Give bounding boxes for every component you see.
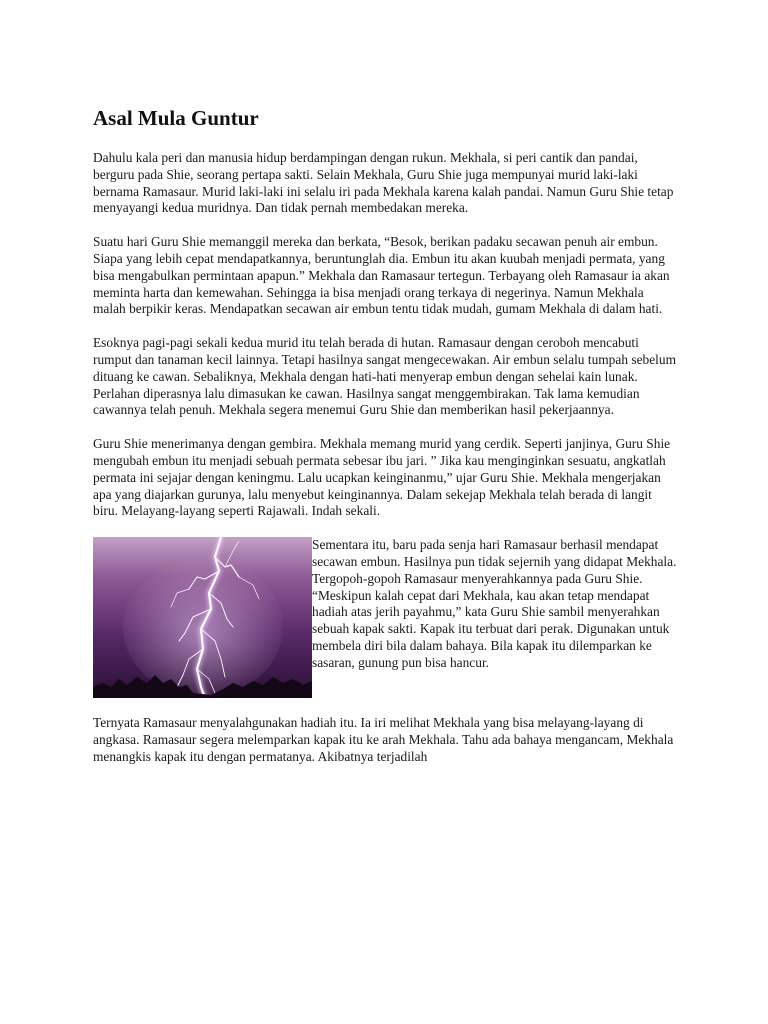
paragraph: Guru Shie menerimanya dengan gembira. Mekhala memang murid yang cerdik. Seperti janjinya, Guru Shie mengubah embun itu menjadi sebuah permata sebesar ibu jari. ” Jika kau menginginkan sesuatu, angkatlah permata ini sejajar dengan keningmu. Lalu ucapkan keinginanmu,” ujar Guru Shie. Mekhala mengerjakan apa yang diajarkan gurunya, lalu menyebut keinginannya. Dalam sekejap Mekhala telah berada di langit biru. Melayang-layang seperti Rajawali. Indah sekali. bbox=[93, 436, 671, 519]
figure-paragraph bbox=[93, 537, 679, 671]
lightning-image bbox=[93, 537, 312, 698]
paragraph: Dahulu kala peri dan manusia hidup berdampingan dengan rukun. Mekhala, si peri cantik dan pandai, berguru pada Shie, seorang pertapa sakti. Selain Mekhala, Guru Shie juga mempunyai murid laki-laki bernama Ramasaur. Murid laki-laki ini selalu iri pada Mekhala karena kalah pandai. Namun Guru Shie tetap menyayangi kedua muridnya. Dan tidak pernah membedakan mereka. bbox=[93, 150, 674, 216]
paragraph: Esoknya pagi-pagi sekali kedua murid itu telah berada di hutan. Ramasaur dengan ceroboh mencabuti rumput dan tanaman kecil lainnya. Tetapi hasilnya sangat mengecewakan. Air embun selalu tumpah sebelum dituang ke cawan. Sebaliknya, Mekhala dengan hati-hati menyerap embun dengan sehelai kain lunak. Perlahan diperasnya lalu dimasukan ke cawan. Hasilnya sangat menggembirakan. Tak lama kemudian cawannya telah penuh. Mekhala segera menemui Guru Shie dan memberikan hasil pekerjaannya. bbox=[93, 335, 676, 418]
paragraph: Suatu hari Guru Shie memanggil mereka dan berkata, “Besok, berikan padaku secawan penuh air embun. Siapa yang lebih cepat mendapatkannya, beruntunglah dia. Embun itu akan kuubah menjadi permata, yang bisa mengabulkan permintaan apapun.” Mekhala dan Ramasaur tertegun. Terbayang oleh Ramasaur ia akan meminta harta dan kemewahan. Sehingga ia bisa menjadi orang terkaya di negerinya. Namun Mekhala malah berpikir keras. Mendapatkan secawan air embun tentu tidak mudah, gumam Mekhala di dalam hati. bbox=[93, 234, 670, 317]
paragraph: Ternyata Ramasaur menyalahgunakan hadiah itu. Ia iri melihat Mekhala yang bisa melayang-layang di angkasa. Ramasaur segera melemparkan kapak itu ke arah Mekhala. Tahu ada bahaya mengancam, Mekhala menangkis kapak itu dengan permatanya. Akibatnya terjadilah bbox=[93, 715, 674, 764]
document-page bbox=[93, 106, 679, 783]
paragraph-wrapped: Sementara itu, baru pada senja hari Ramasaur berhasil mendapat secawan embun. Hasilnya pun tidak sejernih yang didapat Mekhala. Tergopoh-gopoh Ramasaur menyerahkannya pada Guru Shie. “Meskipun kalah cepat dari Mekhala, kau akan tetap mendapat hadiah atas jerih payahmu,” kata Guru Shie sambil menyerahkan sebuah kapak sakti. Kapak itu terbuat dari perak. Digunakan untuk membela diri bila dalam bahaya. Bila kapak itu dilemparkan ke sasaran, gunung pun bisa hancur. bbox=[312, 537, 677, 670]
document-title: Asal Mula Guntur bbox=[93, 106, 259, 130]
